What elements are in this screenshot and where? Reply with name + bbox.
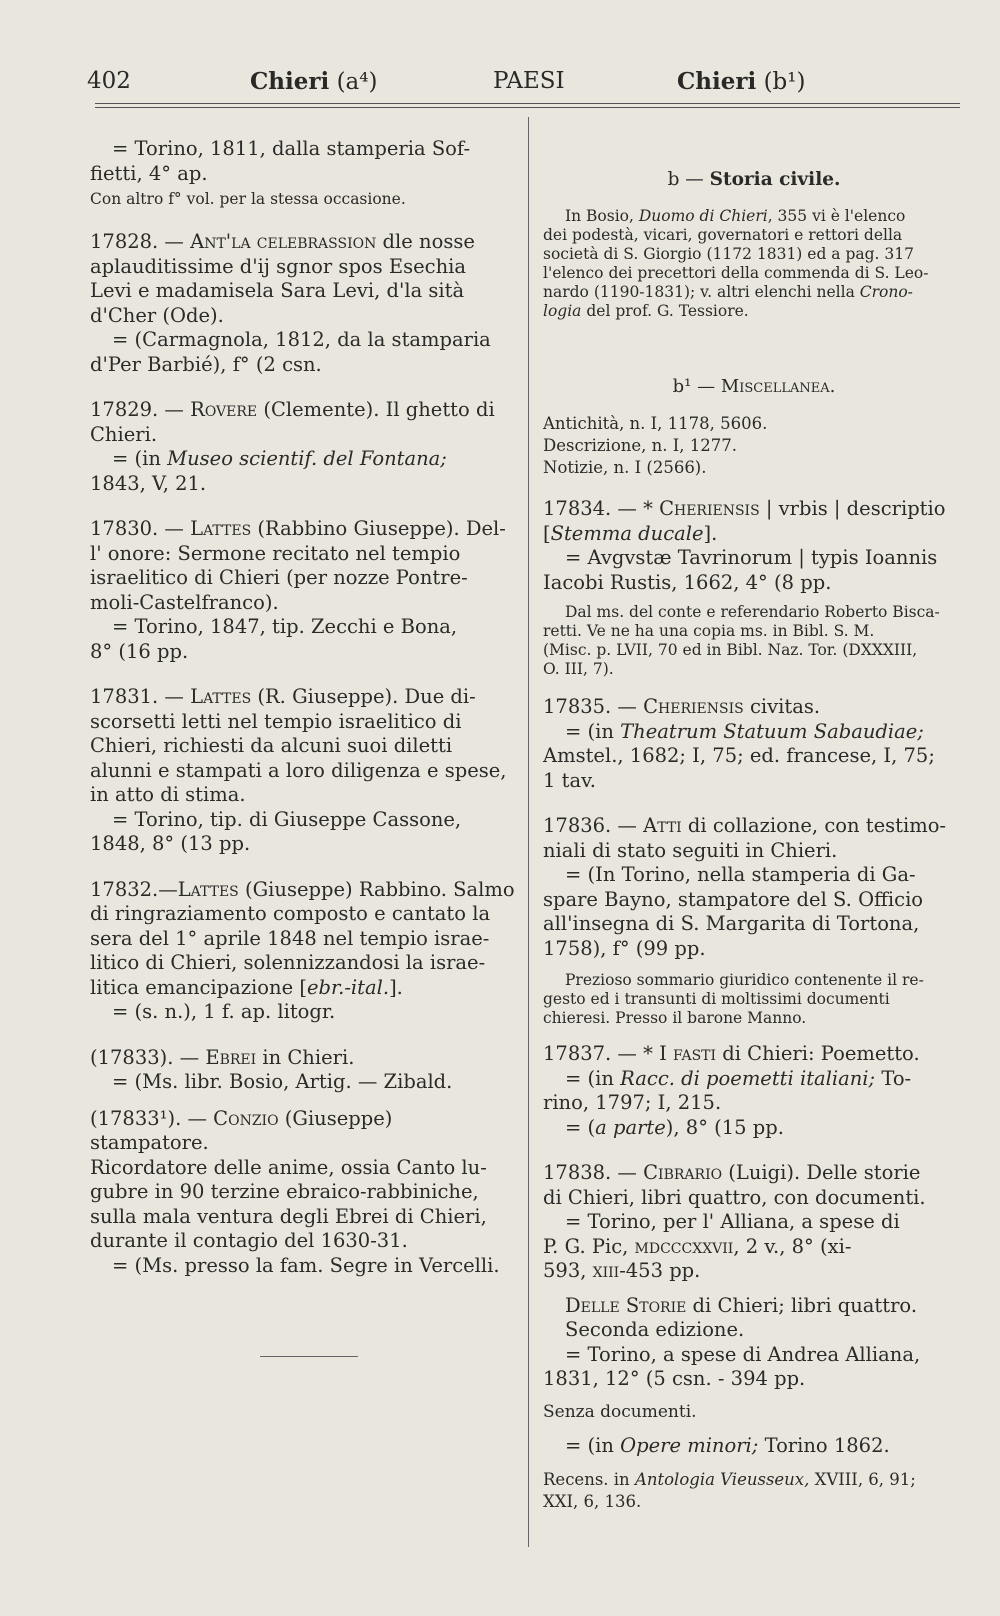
entry-author: Lattes bbox=[190, 517, 252, 540]
entry-number: 17830. — bbox=[90, 517, 184, 540]
text-line bbox=[543, 720, 965, 745]
text-line: litico di Chieri, solennizzandosi la israe- bbox=[90, 951, 486, 974]
text-line bbox=[543, 1434, 965, 1459]
text-span-italic: logia bbox=[543, 301, 582, 320]
entry-title: (Luigi). Delle storie bbox=[722, 1161, 921, 1184]
heading-title: Storia civile. bbox=[709, 169, 841, 190]
running-title-left bbox=[250, 68, 377, 95]
heading-prefix: b — bbox=[667, 169, 710, 190]
text-line: Senza documenti. bbox=[543, 1401, 697, 1422]
text-line: = Torino, a spese di Andrea Alliana, bbox=[565, 1342, 921, 1366]
text-span-italic: Antologia Vieusseux, bbox=[634, 1469, 810, 1489]
text-span: , 2 v., 8° (xi- bbox=[733, 1234, 852, 1258]
entry-17838 bbox=[543, 1161, 965, 1186]
text-line: = (Carmagnola, 1812, da la stamparia bbox=[112, 328, 491, 351]
text-line bbox=[543, 1259, 965, 1284]
entry-author: Cheriensis bbox=[643, 695, 744, 718]
text-line: gubre in 90 terzine ebraico-rabbiniche, bbox=[90, 1180, 479, 1203]
entry-number: (17833¹). — bbox=[90, 1106, 207, 1130]
text-span-italic: Theatrum Statuum Sabaudiae; bbox=[620, 719, 924, 743]
text-line: sulla mala ventura degli Ebrei di Chieri, bbox=[90, 1204, 487, 1228]
text-line: = Torino, tip. di Giuseppe Cassone, bbox=[112, 807, 462, 831]
entry-title: (R. Giuseppe). Due di- bbox=[251, 685, 476, 708]
note-line: Con altro f° vol. per la stessa occasione. bbox=[90, 190, 406, 208]
text-line: Seconda edizione. bbox=[565, 1318, 745, 1341]
text-line: = Torino, 1847, tip. Zecchi e Bona, bbox=[112, 615, 458, 638]
text-span: ]. bbox=[389, 975, 403, 999]
text-line bbox=[543, 1235, 965, 1260]
text-span: = (in bbox=[565, 1434, 621, 1457]
text-line: 1848, 8° (13 pp. bbox=[90, 832, 251, 855]
text-span: del prof. G. Tessiore. bbox=[581, 301, 749, 320]
text-line bbox=[90, 976, 515, 1001]
entry-17829 bbox=[90, 398, 515, 423]
text-line: all'insegna di S. Margarita di Tortona, bbox=[543, 912, 920, 935]
entry-author: Atti bbox=[643, 814, 682, 837]
text-span: = (in bbox=[565, 719, 621, 743]
text-line: Ricordatore delle anime, ossia Canto lu- bbox=[90, 1155, 487, 1179]
text-line: Chieri. bbox=[90, 422, 158, 446]
text-line: scorsetti letti nel tempio israelitico di bbox=[90, 709, 462, 733]
text-span: To- bbox=[875, 1066, 912, 1090]
note-line: Dal ms. del conte e referendario Roberto Bisca- bbox=[565, 603, 940, 621]
text-line: = Avgvstæ Tavrinorum | typis Ioannis bbox=[565, 546, 938, 569]
page-number: 402 bbox=[87, 68, 131, 94]
entry-author: Lattes bbox=[177, 877, 239, 901]
entry-title: dle nosse bbox=[376, 230, 475, 253]
text-line: l' onore: Sermone recitato nel tempio bbox=[90, 541, 461, 565]
text-span-italic: Opere minori; bbox=[620, 1434, 759, 1457]
text-span-italic: ebr.-ital. bbox=[306, 975, 390, 999]
text-line: rino, 1797; I, 215. bbox=[543, 1091, 722, 1114]
text-line: fietti, 4° ap. bbox=[90, 161, 208, 185]
text-span: -453 pp. bbox=[619, 1259, 701, 1282]
note-line: O. III, 7). bbox=[543, 660, 614, 678]
entry-number: 17834. — * bbox=[543, 497, 660, 520]
text-span-italic: Crono- bbox=[859, 282, 913, 301]
column-end-rule bbox=[260, 1356, 358, 1357]
entry-17832 bbox=[90, 878, 515, 903]
text-span: = (in bbox=[565, 1066, 621, 1090]
text-line: = (In Torino, nella stamperia di Ga- bbox=[565, 863, 916, 886]
entry-author: Cheriensis bbox=[659, 497, 760, 520]
text-span-italic: a parte bbox=[595, 1115, 666, 1139]
note-line: chieresi. Presso il barone Manno. bbox=[543, 1009, 807, 1027]
note-line: società di S. Giorgio (1172 1831) ed a pag. 317 bbox=[543, 244, 914, 263]
text-line: di ringraziamento composto e cantato la bbox=[90, 902, 491, 925]
entry-title: (Giuseppe) Rabbino. Salmo bbox=[238, 877, 515, 901]
text-line: Amstel., 1682; I, 75; ed. francese, I, 75; bbox=[543, 744, 935, 767]
entry-author: I fasti bbox=[659, 1042, 717, 1065]
entry-number: 17837. — * bbox=[543, 1042, 660, 1065]
text-span: Recens. in bbox=[543, 1469, 635, 1489]
heading-prefix: b¹ — bbox=[672, 375, 721, 397]
note-line bbox=[543, 302, 965, 321]
text-line: = Torino, per l' Alliana, a spese di bbox=[565, 1210, 900, 1233]
note-line: retti. Ve ne ha una copia ms. in Bibl. S. M. bbox=[543, 622, 875, 640]
text-line: aplauditissime d'ij sgnor spos Esechia bbox=[90, 254, 466, 278]
text-span: = ( bbox=[565, 1115, 596, 1139]
entry-number: 17838. — bbox=[543, 1161, 644, 1184]
text-span: In Bosio, bbox=[565, 206, 639, 225]
text-line: d'Per Barbié), f° (2 csn. bbox=[90, 352, 322, 376]
left-suffix: (a⁴) bbox=[336, 69, 378, 95]
text-line: 1843, V, 21. bbox=[90, 471, 207, 495]
note-line: XXI, 6, 136. bbox=[543, 1491, 642, 1511]
entry-author: Lattes bbox=[190, 685, 252, 708]
entry-author: Rovere bbox=[190, 398, 258, 421]
text-line: in atto di stima. bbox=[90, 783, 246, 806]
text-line: = Torino, 1811, dalla stamperia Sof- bbox=[112, 137, 471, 160]
text-span-italic: Stemma ducale bbox=[550, 521, 704, 545]
note-line: Prezioso sommario giuridico contenente il re- bbox=[565, 971, 924, 989]
entry-number: 17835. — bbox=[543, 695, 644, 718]
text-line: = (Ms. presso la fam. Segre in Vercelli. bbox=[112, 1253, 500, 1277]
right-column bbox=[543, 168, 965, 1513]
entry-author: Conzio bbox=[213, 1106, 279, 1130]
entry-title: in Chieri. bbox=[256, 1045, 355, 1069]
note-line: gesto ed i transunti di moltissimi documenti bbox=[543, 990, 890, 1008]
entry-17833-1 bbox=[90, 1107, 515, 1156]
entry-number: (17833). — bbox=[90, 1045, 200, 1069]
note-line: dei podestà, vicari, governatori e rettori della bbox=[543, 225, 903, 244]
text-span: , 355 vi è l'elenco bbox=[767, 206, 906, 225]
text-span: [ bbox=[543, 521, 551, 545]
text-line: Levi e madamisela Sara Levi, d'la sità bbox=[90, 279, 465, 302]
header-rule-bottom bbox=[95, 107, 960, 108]
entry-title: di collazione, con testimo- bbox=[681, 814, 947, 837]
text-line: = (s. n.), 1 f. ap. litogr. bbox=[112, 1000, 336, 1023]
entry-title: (Rabbino Giuseppe). Del- bbox=[251, 517, 506, 540]
entry-title: civitas. bbox=[743, 695, 821, 718]
text-line: 1831, 12° (5 csn. - 394 pp. bbox=[543, 1367, 806, 1390]
running-title-right bbox=[677, 68, 805, 95]
text-span: litica emancipazione [ bbox=[90, 975, 307, 999]
text-line: moli-Castelfranco). bbox=[90, 590, 279, 614]
entry-number: 17829. — bbox=[90, 398, 184, 421]
text-line bbox=[543, 1067, 965, 1092]
right-suffix: (b¹) bbox=[763, 69, 806, 95]
text-line bbox=[543, 1116, 965, 1141]
text-span-smallcaps: xiii bbox=[592, 1259, 620, 1282]
text-span: XVIII, 6, 91; bbox=[809, 1469, 916, 1489]
misc-line: Notizie, n. I (2566). bbox=[543, 458, 707, 477]
left-column bbox=[90, 137, 515, 1278]
text-span: P. G. Pic, bbox=[543, 1234, 635, 1258]
entry-17834 bbox=[543, 497, 965, 522]
text-line: 8° (16 pp. bbox=[90, 639, 189, 663]
text-line: spare Bayno, stampatore del S. Officio bbox=[543, 887, 924, 911]
entry-17836 bbox=[543, 814, 965, 839]
entry-title: di Chieri: Poemetto. bbox=[716, 1042, 920, 1065]
left-title: Chieri bbox=[250, 68, 330, 95]
entry-17828 bbox=[90, 230, 515, 255]
column-divider bbox=[528, 117, 529, 1547]
text-span: = (in bbox=[112, 447, 168, 470]
text-line: Chieri, richiesti da alcuni suoi diletti bbox=[90, 734, 453, 757]
entry-title: (Clemente). Il ghetto di bbox=[257, 398, 495, 421]
text-span: 593, bbox=[543, 1259, 593, 1282]
note-line bbox=[543, 283, 965, 302]
entry-17835 bbox=[543, 695, 965, 720]
text-span: di Chieri; libri quattro. bbox=[686, 1293, 918, 1317]
note-line bbox=[543, 1469, 965, 1491]
text-line: di Chieri, libri quattro, con documenti. bbox=[543, 1185, 926, 1209]
text-line bbox=[543, 1294, 965, 1319]
entry-author: Cibrario bbox=[643, 1161, 723, 1184]
text-line: durante il contagio del 1630-31. bbox=[90, 1229, 408, 1252]
misc-line: Antichità, n. I, 1178, 5606. bbox=[543, 414, 768, 433]
section-heading-b bbox=[543, 168, 965, 193]
text-line bbox=[543, 522, 965, 547]
text-line: d'Cher (Ode). bbox=[90, 303, 224, 327]
text-line: israelitico di Chieri (per nozze Pontre- bbox=[90, 566, 468, 589]
entry-number: 17831. — bbox=[90, 685, 184, 708]
entry-number: 17832.— bbox=[90, 877, 178, 901]
text-span-italic: Museo scientif. del Fontana; bbox=[167, 447, 447, 470]
text-line bbox=[90, 447, 515, 472]
section-heading-b1 bbox=[543, 375, 965, 400]
text-span-smallcaps: mdcccxxvii bbox=[634, 1234, 734, 1258]
text-span-italic: Racc. di poemetti italiani; bbox=[620, 1066, 876, 1090]
text-line: = (Ms. libr. Bosio, Artig. — Zibald. bbox=[112, 1070, 453, 1093]
heading-title: Miscellanea. bbox=[720, 375, 836, 397]
entry-title: | vrbis | descriptio bbox=[759, 497, 946, 520]
text-line: Iacobi Rustis, 1662, 4° (8 pp. bbox=[543, 570, 832, 594]
right-title: Chieri bbox=[677, 68, 757, 95]
entry-title: (Giuseppe) stampatore. bbox=[90, 1106, 393, 1154]
header-rule-top bbox=[95, 103, 960, 104]
text-line: 1 tav. bbox=[543, 768, 596, 792]
entry-number: 17828. — bbox=[90, 230, 184, 253]
text-span-smallcaps: Delle Storie bbox=[565, 1293, 687, 1317]
running-section: PAESI bbox=[493, 68, 565, 94]
text-span: ]. bbox=[703, 521, 718, 545]
entry-author: Ant'la celebrassion bbox=[190, 230, 377, 253]
text-span: ), 8° (15 pp. bbox=[665, 1115, 784, 1139]
entry-17831 bbox=[90, 685, 515, 710]
entry-author: Ebrei bbox=[205, 1045, 257, 1069]
entry-17830 bbox=[90, 517, 515, 542]
note-line bbox=[543, 207, 965, 226]
entry-17833 bbox=[90, 1046, 515, 1071]
text-line: sera del 1° aprile 1848 nel tempio israe- bbox=[90, 926, 490, 950]
text-span: nardo (1190-1831); v. altri elenchi nella bbox=[543, 282, 860, 301]
text-span: Torino 1862. bbox=[758, 1434, 890, 1457]
misc-line: Descrizione, n. I, 1277. bbox=[543, 436, 738, 455]
text-line: alunni e stampati a loro diligenza e spese, bbox=[90, 758, 507, 782]
text-line: niali di stato seguiti in Chieri. bbox=[543, 838, 838, 862]
entry-17837 bbox=[543, 1042, 965, 1067]
note-line: (Misc. p. LVII, 70 ed in Bibl. Naz. Tor. (DXXXIII, bbox=[543, 641, 918, 659]
note-line: l'elenco dei precettori della commenda di S. Leo- bbox=[543, 263, 929, 282]
entry-number: 17836. — bbox=[543, 814, 644, 837]
text-span-italic: Duomo di Chieri bbox=[638, 206, 768, 225]
text-line: 1758), f° (99 pp. bbox=[543, 936, 706, 960]
